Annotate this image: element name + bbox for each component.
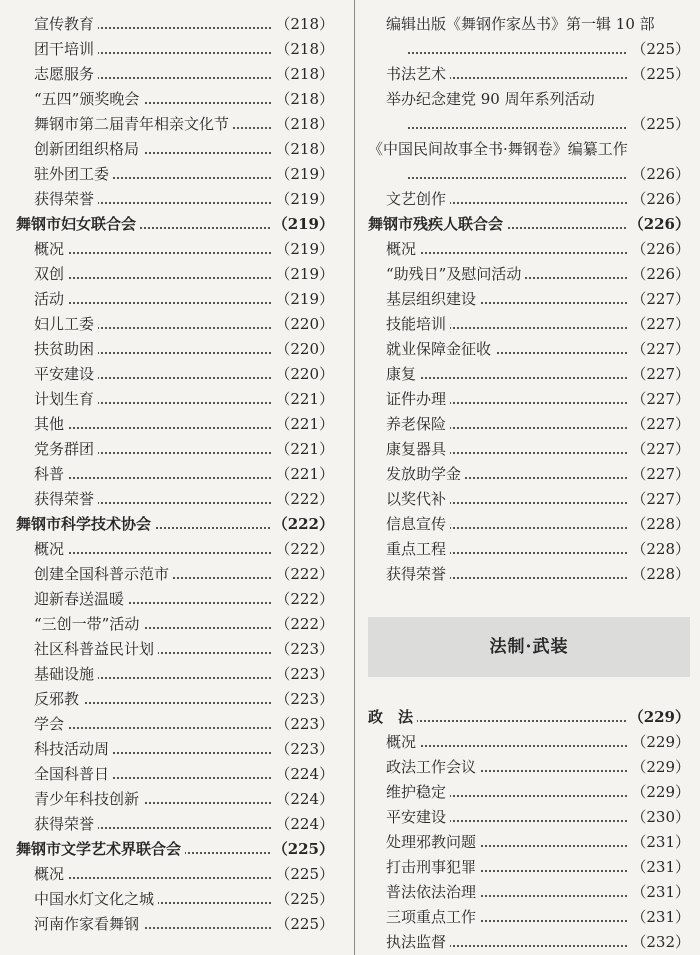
toc-entry[interactable] <box>16 537 334 562</box>
toc-entry-title: 维护稳定 <box>386 783 450 801</box>
toc-entry-title: 全国科普日 <box>34 765 113 783</box>
toc-entry[interactable] <box>368 12 690 37</box>
toc-entry[interactable] <box>16 912 334 937</box>
toc-entry[interactable] <box>368 337 690 362</box>
toc-entry-title: 迎新春送温暖 <box>34 590 128 608</box>
toc-entry-title: 反邪教 <box>34 690 83 708</box>
toc-entry-page: （220） <box>272 362 334 387</box>
toc-entry[interactable] <box>368 930 690 955</box>
toc-entry[interactable] <box>16 312 334 337</box>
toc-entry[interactable] <box>16 887 334 912</box>
toc-entry-page: （232） <box>628 930 690 955</box>
toc-entry-title: 妇儿工委 <box>34 315 98 333</box>
toc-entry-page: （222） <box>272 612 334 637</box>
toc-entry-title: “三创一带”活动 <box>34 615 143 633</box>
toc-entry-page: （226） <box>626 212 690 237</box>
toc-entry-title: 举办纪念建党 90 周年系列活动 <box>386 90 599 108</box>
section-heading: 法制·武装 <box>489 637 569 657</box>
toc-entry[interactable] <box>16 437 334 462</box>
toc-entry[interactable] <box>368 362 690 387</box>
toc-entry-title: 康复 <box>386 365 420 383</box>
toc-entry-page: （225） <box>272 912 334 937</box>
toc-entry-title: 获得荣誉 <box>34 815 98 833</box>
toc-entry-title: 活动 <box>34 290 68 308</box>
toc-section-entry[interactable] <box>16 837 334 862</box>
toc-entry[interactable] <box>368 237 690 262</box>
toc-entry-page: （226） <box>628 187 690 212</box>
toc-entry-title: 团干培训 <box>34 40 98 58</box>
toc-entry-title: 科技活动周 <box>34 740 113 758</box>
toc-entry[interactable] <box>368 187 690 212</box>
toc-entry-title: 科普 <box>34 465 68 483</box>
toc-entry[interactable] <box>368 287 690 312</box>
toc-entry-title: 志愿服务 <box>34 65 98 83</box>
toc-entry-title: 舞钢市妇女联合会 <box>16 215 140 233</box>
toc-entry-title: 舞钢市文学艺术界联合会 <box>16 840 185 858</box>
toc-entry-page: （226） <box>628 237 690 262</box>
toc-entry-title: 社区科普益民计划 <box>34 640 158 658</box>
toc-entry[interactable] <box>16 362 334 387</box>
toc-entry-page: （221） <box>272 412 334 437</box>
toc-entry-page: （223） <box>272 662 334 687</box>
toc-entry[interactable] <box>368 387 690 412</box>
toc-entry-title: 创新团组织格局 <box>34 140 143 158</box>
toc-entry-title: 获得荣誉 <box>386 565 450 583</box>
toc-entry-page: （225） <box>628 37 690 62</box>
toc-entry[interactable] <box>16 562 334 587</box>
toc-entry-page: （222） <box>272 587 334 612</box>
toc-entry[interactable] <box>16 287 334 312</box>
toc-entry-title: 信息宣传 <box>386 515 450 533</box>
toc-entry-title: 概况 <box>34 540 68 558</box>
toc-entry-page: （231） <box>628 830 690 855</box>
toc-entry-page: （227） <box>628 337 690 362</box>
toc-left-column <box>16 12 334 937</box>
toc-entry-page: （224） <box>272 812 334 837</box>
toc-entry-title: 技能培训 <box>386 315 450 333</box>
toc-entry-title: 执法监督 <box>386 933 450 951</box>
toc-entry[interactable] <box>368 37 690 62</box>
toc-entry-title: 创建全国科普示范市 <box>34 565 173 583</box>
toc-entry[interactable] <box>368 830 690 855</box>
toc-entry-title: 双创 <box>34 265 68 283</box>
toc-entry[interactable] <box>16 387 334 412</box>
toc-entry-title: “五四”颁奖晚会 <box>34 90 143 108</box>
toc-section-entry[interactable] <box>368 705 690 730</box>
toc-entry-title: 平安建设 <box>34 365 98 383</box>
column-divider <box>354 0 355 955</box>
toc-entry-page: （227） <box>628 387 690 412</box>
toc-entry[interactable] <box>16 612 334 637</box>
toc-entry[interactable] <box>368 162 690 187</box>
toc-entry-title: 康复器具 <box>386 440 450 458</box>
toc-entry[interactable] <box>16 62 334 87</box>
toc-entry-page: （231） <box>628 855 690 880</box>
toc-entry-page: （231） <box>628 905 690 930</box>
toc-entry[interactable] <box>16 862 334 887</box>
toc-entry-title: 概况 <box>34 865 68 883</box>
toc-entry-title: 概况 <box>386 240 420 258</box>
toc-entry-title: 证件办理 <box>386 390 450 408</box>
toc-entry-title: 书法艺术 <box>386 65 450 83</box>
toc-right-top-list <box>368 12 690 587</box>
toc-entry-title: 以奖代补 <box>386 490 450 508</box>
toc-entry[interactable] <box>16 337 334 362</box>
toc-entry-page: （231） <box>628 880 690 905</box>
toc-entry-page: （227） <box>628 487 690 512</box>
toc-entry-title: 学会 <box>34 715 68 733</box>
toc-entry-page: （229） <box>628 780 690 805</box>
toc-entry-title: 宣传教育 <box>34 15 98 33</box>
toc-entry[interactable] <box>16 187 334 212</box>
toc-entry-page: （223） <box>272 737 334 762</box>
toc-entry[interactable] <box>368 487 690 512</box>
toc-entry[interactable] <box>16 687 334 712</box>
toc-entry[interactable] <box>16 112 334 137</box>
toc-entry-title: 文艺创作 <box>386 190 450 208</box>
toc-entry-page: （229） <box>626 705 690 730</box>
toc-entry-title: 三项重点工作 <box>386 908 480 926</box>
toc-entry-page: （218） <box>272 37 334 62</box>
toc-entry-page: （219） <box>272 162 334 187</box>
toc-section-entry[interactable] <box>16 512 334 537</box>
toc-entry[interactable] <box>16 762 334 787</box>
toc-entry-title: 基础设施 <box>34 665 98 683</box>
toc-entry[interactable] <box>16 462 334 487</box>
toc-entry-page: （222） <box>272 487 334 512</box>
toc-entry-title: 概况 <box>386 733 420 751</box>
toc-entry-title: 政法工作会议 <box>386 758 480 776</box>
toc-entry[interactable] <box>368 780 690 805</box>
toc-entry-page: （227） <box>628 462 690 487</box>
toc-entry-page: （226） <box>628 262 690 287</box>
toc-entry[interactable] <box>16 237 334 262</box>
toc-entry-title: 舞钢市科学技术协会 <box>16 515 155 533</box>
toc-entry[interactable] <box>368 87 690 112</box>
toc-entry-page: （227） <box>628 437 690 462</box>
toc-entry-page: （219） <box>272 287 334 312</box>
toc-entry-page: （219） <box>272 237 334 262</box>
toc-entry-page: （221） <box>272 462 334 487</box>
toc-entry-title: 编辑出版《舞钢作家丛书》第一辑 10 部 <box>386 15 659 33</box>
toc-right-column <box>368 12 690 955</box>
toc-entry[interactable] <box>16 12 334 37</box>
toc-entry[interactable] <box>16 412 334 437</box>
toc-entry-title: 政 法 <box>368 708 417 726</box>
toc-entry[interactable] <box>16 787 334 812</box>
toc-entry-page: （230） <box>628 805 690 830</box>
toc-entry-page: （218） <box>272 12 334 37</box>
toc-entry-title: 舞钢市第二届青年相亲文化节 <box>34 115 233 133</box>
toc-entry-page: （225） <box>628 62 690 87</box>
toc-entry-page: （222） <box>272 562 334 587</box>
toc-entry-title: 养老保险 <box>386 415 450 433</box>
toc-entry[interactable] <box>16 737 334 762</box>
toc-entry[interactable] <box>368 880 690 905</box>
toc-entry-page: （228） <box>628 512 690 537</box>
toc-entry[interactable] <box>368 537 690 562</box>
toc-entry-page: （225） <box>628 112 690 137</box>
toc-entry[interactable] <box>368 562 690 587</box>
toc-entry-title: 发放助学金 <box>386 465 465 483</box>
toc-entry[interactable] <box>368 905 690 930</box>
toc-entry-title: 概况 <box>34 240 68 258</box>
toc-entry-title: 重点工程 <box>386 540 450 558</box>
toc-entry[interactable] <box>16 712 334 737</box>
toc-entry-page: （218） <box>272 112 334 137</box>
toc-entry-page: （228） <box>628 537 690 562</box>
toc-entry-title: 扶贫助困 <box>34 340 98 358</box>
toc-entry-page: （229） <box>628 755 690 780</box>
toc-entry[interactable] <box>16 162 334 187</box>
toc-entry-page: （220） <box>272 337 334 362</box>
toc-entry-title: 普法依法治理 <box>386 883 480 901</box>
toc-entry-page: （218） <box>272 62 334 87</box>
toc-entry-title: 处理邪教问题 <box>386 833 480 851</box>
toc-entry-title: 中国水灯文化之城 <box>34 890 158 908</box>
toc-entry-page: （228） <box>628 562 690 587</box>
toc-entry-title: 《中国民间故事全书·舞钢卷》编纂工作 <box>368 140 632 158</box>
toc-entry-title: “助残日”及慰问活动 <box>386 265 525 283</box>
toc-entry[interactable] <box>368 262 690 287</box>
toc-entry-page: （227） <box>628 312 690 337</box>
toc-entry-page: （222） <box>270 512 334 537</box>
toc-entry-page: （227） <box>628 287 690 312</box>
toc-entry-page: （221） <box>272 387 334 412</box>
toc-entry[interactable] <box>16 812 334 837</box>
toc-entry[interactable] <box>16 262 334 287</box>
toc-entry[interactable] <box>16 487 334 512</box>
toc-entry-page: （223） <box>272 687 334 712</box>
toc-entry-title: 驻外团工委 <box>34 165 113 183</box>
toc-entry-title: 青少年科技创新 <box>34 790 143 808</box>
toc-entry-page: （223） <box>272 637 334 662</box>
toc-entry[interactable] <box>16 587 334 612</box>
toc-entry-title: 基层组织建设 <box>386 290 480 308</box>
toc-entry[interactable] <box>368 137 690 162</box>
toc-entry[interactable] <box>16 37 334 62</box>
toc-entry-page: （222） <box>272 537 334 562</box>
toc-entry[interactable] <box>368 412 690 437</box>
toc-entry[interactable] <box>368 855 690 880</box>
toc-entry-page: （225） <box>272 887 334 912</box>
toc-entry[interactable] <box>368 512 690 537</box>
toc-entry-page: （221） <box>272 437 334 462</box>
toc-entry-page: （218） <box>272 87 334 112</box>
toc-entry-title: 其他 <box>34 415 68 433</box>
toc-entry-title: 就业保障金征收 <box>386 340 495 358</box>
toc-entry[interactable] <box>368 755 690 780</box>
section-heading-band <box>368 617 690 677</box>
toc-entry-page: （227） <box>628 412 690 437</box>
toc-entry-page: （219） <box>272 262 334 287</box>
toc-entry-page: （229） <box>628 730 690 755</box>
toc-entry[interactable] <box>368 312 690 337</box>
toc-entry[interactable] <box>368 437 690 462</box>
toc-entry-title: 打击刑事犯罪 <box>386 858 480 876</box>
toc-entry[interactable] <box>368 805 690 830</box>
toc-entry[interactable] <box>16 637 334 662</box>
toc-section-entry[interactable] <box>368 212 690 237</box>
toc-entry-title: 获得荣誉 <box>34 190 98 208</box>
toc-entry-page: （218） <box>272 137 334 162</box>
toc-entry-page: （219） <box>272 187 334 212</box>
toc-entry-page: （220） <box>272 312 334 337</box>
toc-entry[interactable] <box>368 462 690 487</box>
toc-entry-title: 平安建设 <box>386 808 450 826</box>
toc-entry[interactable] <box>16 137 334 162</box>
toc-entry[interactable] <box>368 112 690 137</box>
toc-entry-title: 计划生育 <box>34 390 98 408</box>
toc-entry-page: （227） <box>628 362 690 387</box>
toc-entry-title: 舞钢市残疾人联合会 <box>368 215 507 233</box>
toc-entry-page: （223） <box>272 712 334 737</box>
toc-entry-page: （224） <box>272 762 334 787</box>
toc-entry-page: （224） <box>272 787 334 812</box>
toc-entry[interactable] <box>368 62 690 87</box>
toc-section-entry[interactable] <box>16 212 334 237</box>
toc-right-bottom-list <box>368 705 690 955</box>
toc-entry-page: （219） <box>270 212 334 237</box>
toc-entry[interactable] <box>368 730 690 755</box>
toc-entry-page: （225） <box>272 862 334 887</box>
toc-entry-page: （225） <box>270 837 334 862</box>
toc-entry[interactable] <box>16 662 334 687</box>
toc-entry-page: （226） <box>628 162 690 187</box>
toc-entry-title: 河南作家看舞钢 <box>34 915 143 933</box>
toc-entry[interactable] <box>16 87 334 112</box>
toc-entry-title: 党务群团 <box>34 440 98 458</box>
toc-entry-title: 获得荣誉 <box>34 490 98 508</box>
